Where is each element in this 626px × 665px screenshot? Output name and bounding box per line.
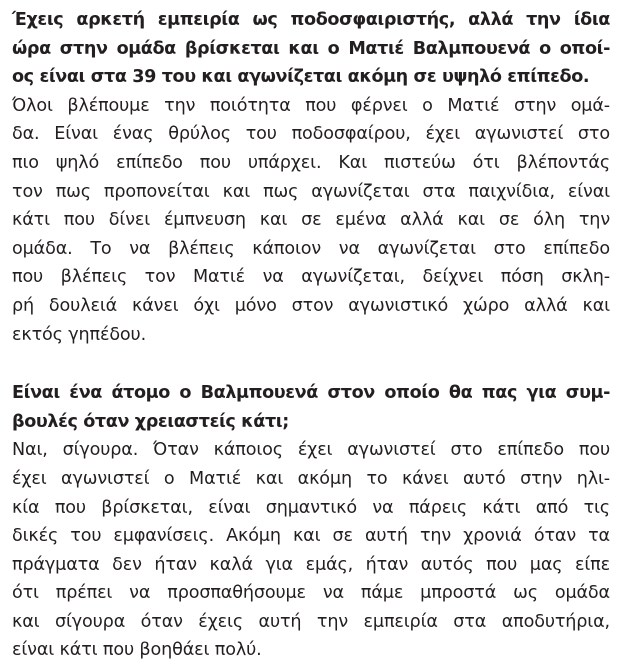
- question-line: Έχεις αρκετή εμπειρία ως ποδοσφαιριστής, αλλά την ίδια: [12, 10, 610, 30]
- answer-line: ομάδα. Το να βλέπεις κάποιον να αγωνίζεται στο επίπεδο: [12, 238, 610, 259]
- answer-line: και σίγουρα όταν έχεις αυτή την εμπειρία στα αποδυτήρια,: [12, 611, 610, 632]
- question-2: [12, 379, 610, 436]
- question-line: ος είναι στα 39 του και αγωνίζεται ακόμη σε υψηλό επίπεδο.: [12, 67, 590, 88]
- answer-line: τον πως προπονείται και πως αγωνίζεται στα παιχνίδια, είναι: [12, 181, 610, 202]
- answer-line: Ναι, σίγουρα. Όταν κάποιος έχει αγωνιστεί στο επίπεδο που: [12, 440, 610, 461]
- answer-line: πιο ψηλό επίπεδο που υπάρχει. Και πιστεύω ότι βλέποντάς: [12, 152, 610, 173]
- answer-line: κάτι που δίνει έμπνευση και σε εμένα αλλά και σε όλη την: [12, 210, 610, 231]
- answer-line: είναι κάτι που βοηθάει πολύ.: [12, 640, 262, 661]
- question-line: ώρα στην ομάδα βρίσκεται και ο Ματιέ Βαλμπουενά ο οποί-: [12, 38, 610, 59]
- answer-line: ότι πρέπει να προσπαθήσουμε να πάμε μπροστά ως ομάδα: [12, 583, 610, 604]
- answer-line: έχει αγωνιστεί ο Ματιέ και ακόμη το κάνει αυτό στην ηλι-: [12, 468, 610, 489]
- answer-line: δικές του εμφανίσεις. Ακόμη και σε αυτή την χρονιά όταν τα: [12, 526, 610, 547]
- answer-line: εκτός γηπέδου.: [12, 324, 147, 345]
- interview-article: [12, 6, 610, 665]
- answer-line: δα. Είναι ένας θρύλος του ποδοσφαίρου, έχει αγωνιστεί στο: [12, 124, 610, 145]
- question-line: βουλές όταν χρειαστείς κάτι;: [12, 411, 289, 432]
- answer-line: κία που βρίσκεται, είναι σημαντικό να πάρεις κάτι από τις: [12, 497, 610, 518]
- answer-line: ρή δουλειά κάνει όχι μόνο στον αγωνιστικό χώρο αλλά και: [12, 295, 610, 316]
- answer-1: [12, 92, 610, 349]
- question-1: [12, 6, 610, 92]
- answer-line: Όλοι βλέπουμε την ποιότητα που φέρνει ο Ματιέ στην ομά-: [12, 95, 610, 116]
- question-line: Είναι ένα άτομο ο Βαλμπουενά στον οποίο θα πας για συμ-: [12, 383, 610, 404]
- paragraph-spacer: [12, 349, 610, 379]
- answer-line: πράγματα δεν ήταν καλά για εμάς, ήταν αυτός που μας είπε: [12, 554, 610, 575]
- answer-2: [12, 436, 610, 665]
- answer-line: που βλέπεις τον Ματιέ να αγωνίζεται, δείχνει πόση σκλη-: [12, 267, 610, 288]
